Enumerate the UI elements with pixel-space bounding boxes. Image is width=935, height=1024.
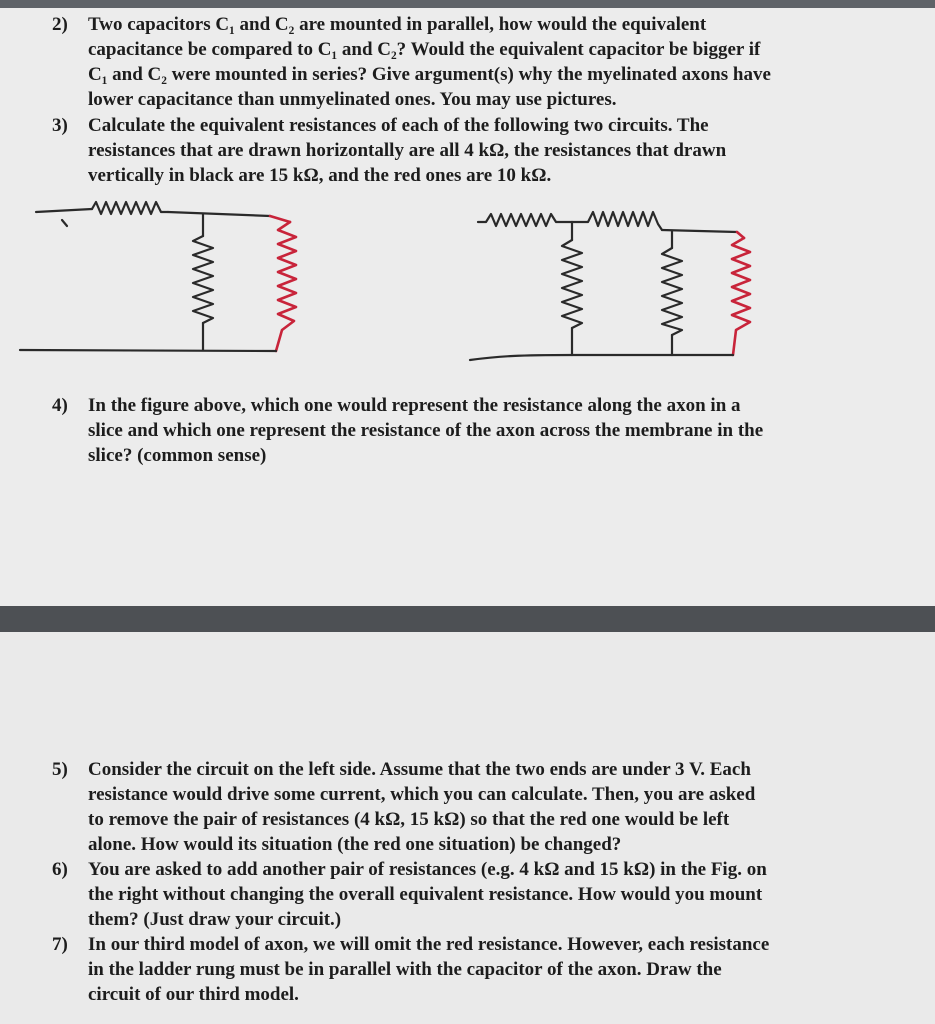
- question-text: Calculate the equivalent resistances of each of the following two circuits. The resistances that are drawn horizontally are all 4 kΩ, the resistances that drawn vertically in black are 15 kΩ, and the red ones are 10 kΩ.: [88, 115, 727, 186]
- question-3: [52, 113, 882, 188]
- left-black-vertical-resistor: [193, 236, 213, 323]
- right-horizontal-resistor-2: [572, 212, 662, 230]
- left-circuit: [20, 202, 296, 351]
- right-red-rung-top: [737, 232, 744, 238]
- page-divider: [0, 606, 935, 634]
- right-bottom-wire: [470, 355, 733, 360]
- question-text: In the figure above, which one would represent the resistance along the axon in a slice and which one represent the resistance of the axon across the membrane in the slice? (common sense): [88, 395, 764, 466]
- question-text: You are asked to add another pair of resistances (e.g. 4 kΩ and 15 kΩ) in the Fig. on the right without changing the overall equivalent resistance. How would you mount them? (Just draw your circuit.): [88, 859, 767, 930]
- right-black-vertical-resistor-1: [562, 240, 582, 328]
- question-number: 6): [52, 859, 68, 880]
- left-bottom-wire: [20, 350, 276, 351]
- left-red-vertical-resistor: [276, 222, 296, 351]
- question-2: [52, 12, 882, 112]
- left-input-wire: [36, 209, 92, 212]
- question-number: 3): [52, 115, 68, 136]
- question-text: In our third model of axon, we will omit the red resistance. However, each resistance in the ladder rung must be in parallel with the capacitor of the axon. Draw the circuit of our third model.: [88, 934, 770, 1005]
- question-5: [52, 757, 882, 857]
- question-6: [52, 857, 882, 932]
- question-text: Consider the circuit on the left side. Assume that the two ends are under 3 V. Each resistance would drive some current, which you can calculate. Then, you are asked to remove the pair of resistances (4 kΩ, 15 kΩ) so that the red one would be left alone. How would its situation (the red one situation) be changed?: [88, 759, 756, 855]
- question-4: [52, 393, 882, 468]
- left-red-rung-top: [270, 216, 290, 222]
- question-number: 2): [52, 14, 68, 35]
- question-text: Two capacitors C₁ and C₂ are mounted in parallel, how would the equivalent capacitance be compared to C₁ and C₂? Would the equivalent capacitor be bigger if C₁ and C₂ were mounted in series? Give argument(s) why the myelinated axons have lower capacitance than unmyelinated ones. You may use pictures.: [88, 14, 771, 110]
- right-circuit: [470, 212, 750, 360]
- question-7: [52, 932, 882, 1007]
- left-top-wire: [168, 212, 270, 216]
- right-horizontal-resistor-1: [478, 214, 572, 226]
- question-number: 4): [52, 395, 68, 416]
- question-number: 7): [52, 934, 68, 955]
- right-black-vertical-resistor-2: [662, 248, 682, 335]
- right-top-wire: [662, 230, 737, 232]
- circuit-figures: [0, 190, 935, 375]
- question-number: 5): [52, 759, 68, 780]
- left-horizontal-resistor: [92, 202, 168, 214]
- right-red-vertical-resistor: [732, 238, 750, 355]
- left-terminal-tick: [62, 220, 67, 226]
